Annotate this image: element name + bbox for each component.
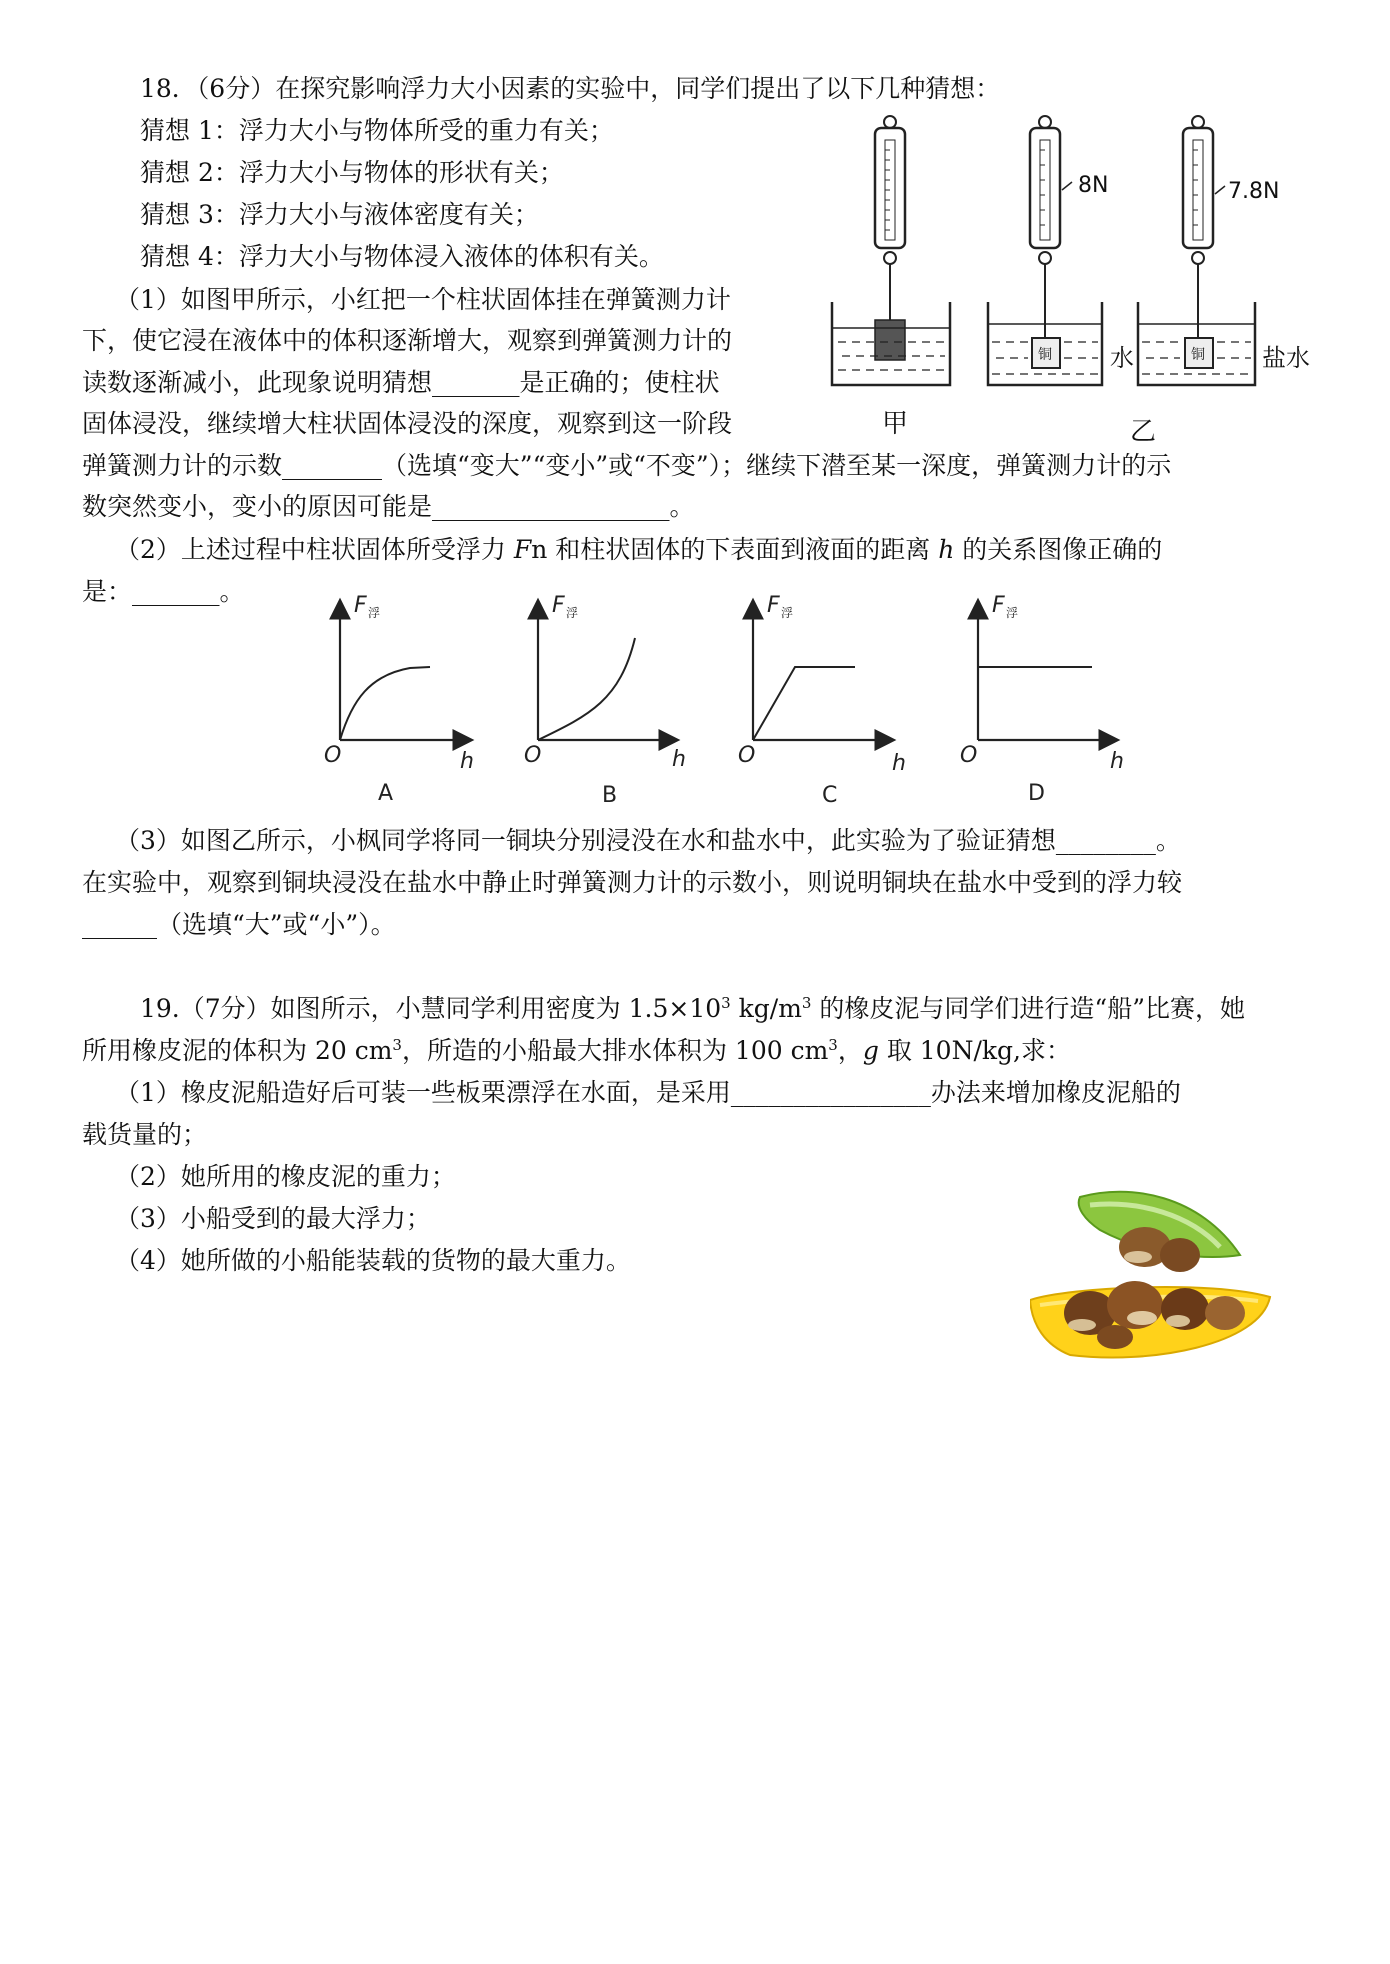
q19-l2sup2: 3	[828, 1036, 838, 1054]
q18-p3-line3: ______（选填“大”或“小”）。	[82, 910, 396, 939]
graph-b	[524, 593, 686, 808]
graph-d	[960, 593, 1124, 806]
q19-l2a: 所用橡皮泥的体积为 20 cm	[82, 1036, 393, 1065]
origin-a: O	[324, 743, 342, 768]
y-sub-d: 浮	[1006, 606, 1019, 620]
q19-var-g: g	[862, 1036, 879, 1065]
q19-l2d: 取 10N/kg,求：	[878, 1036, 1071, 1065]
origin-d: O	[960, 743, 978, 768]
q18-p3-line2: 在实验中，观察到铜块浸没在盐水中静止时弹簧测力计的示数小，则说明铜块在盐水中受到的浮力较	[82, 868, 1183, 897]
q18-p2-a: （2）上述过程中柱状固体所受浮力	[115, 535, 514, 564]
curve-a	[340, 667, 430, 740]
q19-l1sup: 3	[721, 994, 731, 1012]
q18-p2-line2: 是：_______。	[82, 577, 245, 606]
q18-p1-line5: 弹簧测力计的示数________（选填“变大”“变小”或“不变”）；继续下潜至某一深度，弹簧测力计的示	[82, 451, 1172, 480]
graph-c	[738, 593, 906, 808]
y-label-c: F	[767, 593, 780, 618]
graph-options	[310, 590, 1160, 815]
spring-scale-jia	[832, 116, 950, 385]
option-b: B	[602, 783, 618, 808]
curve-b	[538, 638, 635, 740]
curve-c	[753, 667, 855, 740]
x-label-b: h	[672, 747, 686, 772]
q19-line1	[140, 992, 1245, 1026]
guess-4: 猜想 4：浮力大小与物体浸入液体的体积有关。	[140, 242, 664, 271]
q19-item-3: （3）小船受到的最大浮力；	[115, 1204, 431, 1233]
label-water: 水	[1110, 344, 1134, 372]
q18-p1-line1: （1）如图甲所示，小红把一个柱状固体挂在弹簧测力计	[115, 285, 731, 314]
q19-l2c: ，	[837, 1036, 863, 1065]
block-label-water: 铜	[1038, 347, 1052, 363]
option-d: D	[1028, 781, 1045, 806]
q18-p2-line1	[115, 533, 1162, 567]
var-F: F	[513, 535, 532, 564]
q19-l1sup2: 3	[801, 994, 812, 1012]
var-h: h	[938, 535, 955, 564]
q19-l2sup: 3	[392, 1036, 402, 1054]
q18-p2-c: 的关系图像正确的	[954, 535, 1163, 564]
q18-p3-line1: （3）如图乙所示，小枫同学将同一铜块分别浸没在水和盐水中，此实验为了验证猜想________。	[115, 826, 1181, 855]
graph-a	[324, 593, 474, 806]
option-a: A	[378, 781, 394, 806]
q18-header: 18．（6分）在探究影响浮力大小因素的实验中，同学们提出了以下几种猜想：	[140, 74, 1001, 103]
block-label-salt: 铜	[1191, 347, 1205, 363]
guess-1: 猜想 1：浮力大小与物体所受的重力有关；	[140, 116, 614, 145]
q18-p2-b: n 和柱状固体的下表面到液面的距离	[531, 535, 939, 564]
x-label-a: h	[460, 749, 474, 774]
spring-scale-water	[988, 116, 1102, 385]
caption-yi: 乙	[1130, 417, 1157, 447]
clay-boat-illustration	[1030, 1185, 1280, 1375]
q19-item-1: （1）橡皮泥船造好后可装一些板栗漂浮在水面，是采用________________办法来增加橡皮泥船的	[115, 1078, 1181, 1107]
q19-l1c: 的橡皮泥与同学们进行造“船”比赛，她	[811, 994, 1245, 1023]
guess-3: 猜想 3：浮力大小与液体密度有关；	[140, 200, 539, 229]
reading-water: 8N	[1078, 173, 1109, 198]
spring-scale-figure	[820, 110, 1340, 450]
q19-item-2: （2）她所用的橡皮泥的重力；	[115, 1162, 456, 1191]
y-label-b: F	[552, 593, 565, 618]
x-label-c: h	[892, 751, 906, 776]
label-salt: 盐水	[1262, 344, 1310, 372]
origin-b: O	[524, 743, 542, 768]
y-sub-a: 浮	[368, 606, 381, 620]
option-c: C	[822, 783, 838, 808]
spring-scale-salt	[1138, 116, 1255, 385]
q19-l1b: kg/m	[730, 994, 802, 1023]
q19-item-1-cont: 载货量的；	[82, 1120, 208, 1149]
reading-salt: 7.8N	[1228, 179, 1280, 204]
y-sub-b: 浮	[566, 606, 579, 620]
q18-p1-line6: 数突然变小，变小的原因可能是___________________。	[82, 492, 695, 521]
q19-l2b: ，所造的小船最大排水体积为 100 cm	[401, 1036, 829, 1065]
y-sub-c: 浮	[781, 606, 794, 620]
caption-jia: 甲	[882, 409, 909, 439]
q19-item-4: （4）她所做的小船能装载的货物的最大重力。	[115, 1246, 631, 1275]
origin-c: O	[738, 743, 756, 768]
q18-p1-line2: 下，使它浸在液体中的体积逐渐增大，观察到弹簧测力计的	[82, 326, 733, 355]
guess-2: 猜想 2：浮力大小与物体的形状有关；	[140, 158, 564, 187]
y-label-a: F	[354, 593, 367, 618]
q18-p1-line4: 固体浸没，继续增大柱状固体浸没的深度，观察到这一阶段	[82, 409, 733, 438]
y-label-d: F	[992, 593, 1005, 618]
x-label-d: h	[1110, 749, 1124, 774]
q18-p1-line3: 读数逐渐减小，此现象说明猜想_______是正确的；使柱状	[82, 368, 720, 397]
q19-line2	[82, 1034, 1071, 1068]
q19-l1a: 19.（7分）如图所示，小慧同学利用密度为 1.5×10	[140, 994, 722, 1023]
